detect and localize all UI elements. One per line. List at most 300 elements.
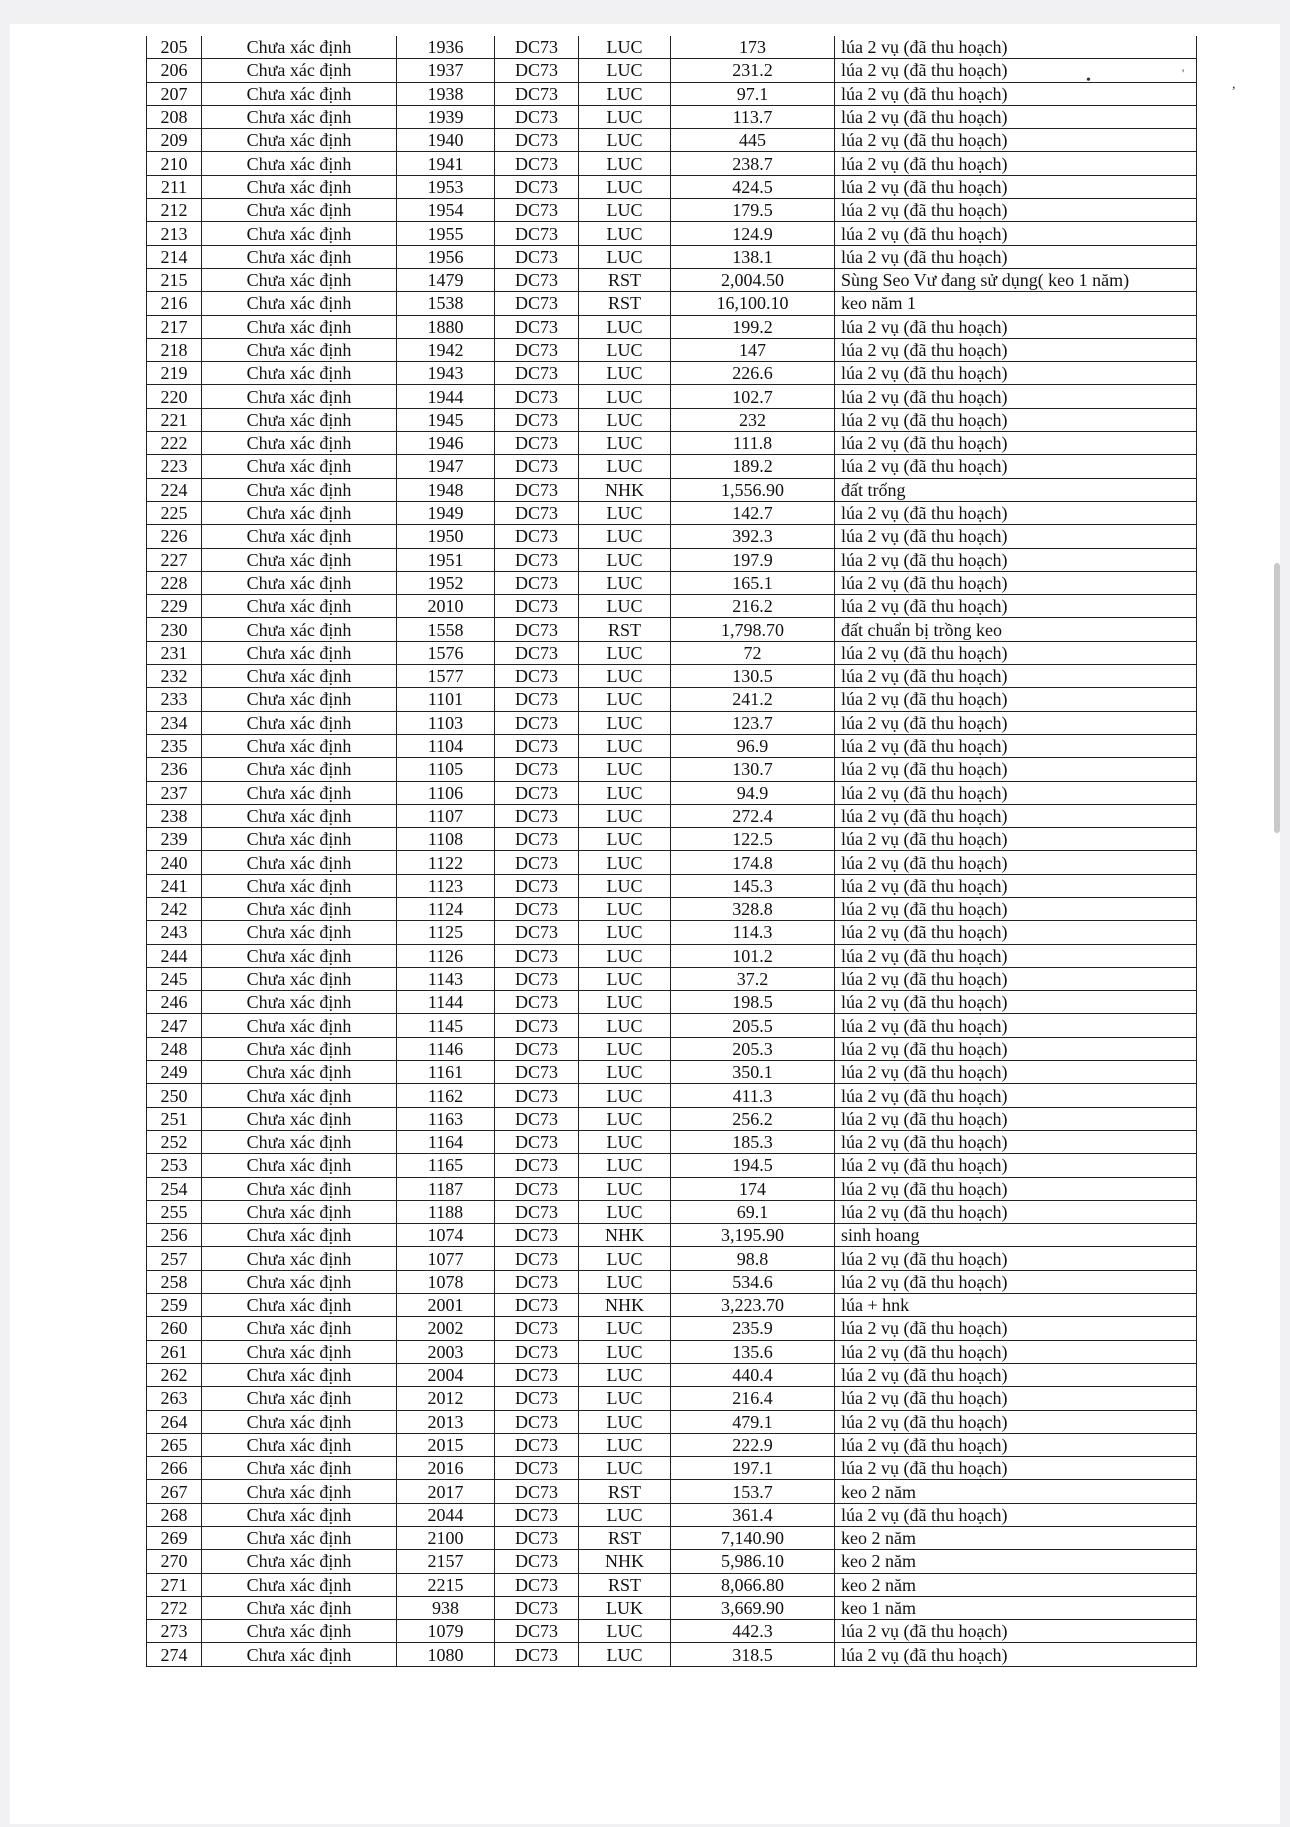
land-type-cell: LUC bbox=[579, 1620, 671, 1643]
map-sheet-cell: DC73 bbox=[495, 1340, 579, 1363]
row-number: 274 bbox=[147, 1643, 202, 1666]
area-cell: 94.9 bbox=[671, 781, 835, 804]
land-type-cell: LUC bbox=[579, 1107, 671, 1130]
owner-cell: Chưa xác định bbox=[202, 1620, 397, 1643]
stray-mark: , bbox=[1232, 77, 1236, 92]
area-cell: 189.2 bbox=[671, 455, 835, 478]
owner-cell: Chưa xác định bbox=[202, 967, 397, 990]
parcel-number-cell: 1936 bbox=[397, 36, 495, 59]
owner-cell: Chưa xác định bbox=[202, 1433, 397, 1456]
table-row bbox=[147, 1247, 1197, 1270]
owner-cell: Chưa xác định bbox=[202, 828, 397, 851]
table-row bbox=[147, 199, 1197, 222]
current-use-cell: đất trống bbox=[835, 478, 1197, 501]
table-row bbox=[147, 595, 1197, 618]
row-number: 252 bbox=[147, 1130, 202, 1153]
table-row bbox=[147, 897, 1197, 920]
land-type-cell: LUC bbox=[579, 711, 671, 734]
row-number: 223 bbox=[147, 455, 202, 478]
current-use-cell: lúa 2 vụ (đã thu hoạch) bbox=[835, 1247, 1197, 1270]
owner-cell: Chưa xác định bbox=[202, 245, 397, 268]
row-number: 209 bbox=[147, 129, 202, 152]
current-use-cell: lúa 2 vụ (đã thu hoạch) bbox=[835, 1387, 1197, 1410]
area-cell: 5,986.10 bbox=[671, 1550, 835, 1573]
land-type-cell: LUC bbox=[579, 548, 671, 571]
row-number: 208 bbox=[147, 105, 202, 128]
area-cell: 440.4 bbox=[671, 1363, 835, 1386]
parcel-number-cell: 1188 bbox=[397, 1200, 495, 1223]
row-number: 270 bbox=[147, 1550, 202, 1573]
row-number: 221 bbox=[147, 408, 202, 431]
current-use-cell: lúa 2 vụ (đã thu hoạch) bbox=[835, 1340, 1197, 1363]
row-number: 206 bbox=[147, 59, 202, 82]
table-row bbox=[147, 1130, 1197, 1153]
area-cell: 442.3 bbox=[671, 1620, 835, 1643]
area-cell: 8,066.80 bbox=[671, 1573, 835, 1596]
current-use-cell: lúa 2 vụ (đã thu hoạch) bbox=[835, 59, 1197, 82]
map-sheet-cell: DC73 bbox=[495, 828, 579, 851]
current-use-cell: lúa 2 vụ (đã thu hoạch) bbox=[835, 105, 1197, 128]
parcel-number-cell: 1103 bbox=[397, 711, 495, 734]
owner-cell: Chưa xác định bbox=[202, 338, 397, 361]
map-sheet-cell: DC73 bbox=[495, 1037, 579, 1060]
parcel-number-cell: 1942 bbox=[397, 338, 495, 361]
land-type-cell: RST bbox=[579, 292, 671, 315]
owner-cell: Chưa xác định bbox=[202, 1061, 397, 1084]
owner-cell: Chưa xác định bbox=[202, 1596, 397, 1619]
current-use-cell: lúa 2 vụ (đã thu hoạch) bbox=[835, 1154, 1197, 1177]
owner-cell: Chưa xác định bbox=[202, 129, 397, 152]
map-sheet-cell: DC73 bbox=[495, 1503, 579, 1526]
parcel-number-cell: 1077 bbox=[397, 1247, 495, 1270]
map-sheet-cell: DC73 bbox=[495, 362, 579, 385]
table-row bbox=[147, 758, 1197, 781]
parcel-number-cell: 1078 bbox=[397, 1270, 495, 1293]
row-number: 205 bbox=[147, 36, 202, 59]
owner-cell: Chưa xác định bbox=[202, 804, 397, 827]
current-use-cell: lúa 2 vụ (đã thu hoạch) bbox=[835, 571, 1197, 594]
table-row bbox=[147, 315, 1197, 338]
owner-cell: Chưa xác định bbox=[202, 525, 397, 548]
parcel-number-cell: 1880 bbox=[397, 315, 495, 338]
table-row bbox=[147, 362, 1197, 385]
owner-cell: Chưa xác định bbox=[202, 385, 397, 408]
current-use-cell: lúa 2 vụ (đã thu hoạch) bbox=[835, 432, 1197, 455]
parcel-number-cell: 1949 bbox=[397, 501, 495, 524]
table-row bbox=[147, 245, 1197, 268]
table-row bbox=[147, 292, 1197, 315]
land-type-cell: LUC bbox=[579, 1200, 671, 1223]
table-row bbox=[147, 781, 1197, 804]
row-number: 232 bbox=[147, 665, 202, 688]
table-row bbox=[147, 105, 1197, 128]
table-row bbox=[147, 478, 1197, 501]
area-cell: 205.3 bbox=[671, 1037, 835, 1060]
parcel-number-cell: 1165 bbox=[397, 1154, 495, 1177]
row-number: 222 bbox=[147, 432, 202, 455]
area-cell: 1,798.70 bbox=[671, 618, 835, 641]
current-use-cell: lúa 2 vụ (đã thu hoạch) bbox=[835, 991, 1197, 1014]
parcel-number-cell: 2100 bbox=[397, 1527, 495, 1550]
land-type-cell: LUC bbox=[579, 408, 671, 431]
area-cell: 479.1 bbox=[671, 1410, 835, 1433]
current-use-cell: Sùng Seo Vư đang sử dụng( keo 1 năm) bbox=[835, 268, 1197, 291]
table-row bbox=[147, 641, 1197, 664]
table-row bbox=[147, 1596, 1197, 1619]
land-type-cell: RST bbox=[579, 1480, 671, 1503]
table-row bbox=[147, 525, 1197, 548]
row-number: 226 bbox=[147, 525, 202, 548]
land-type-cell: LUC bbox=[579, 432, 671, 455]
land-type-cell: LUC bbox=[579, 1037, 671, 1060]
map-sheet-cell: DC73 bbox=[495, 268, 579, 291]
owner-cell: Chưa xác định bbox=[202, 921, 397, 944]
map-sheet-cell: DC73 bbox=[495, 1317, 579, 1340]
owner-cell: Chưa xác định bbox=[202, 641, 397, 664]
parcel-number-cell: 1080 bbox=[397, 1643, 495, 1666]
row-number: 227 bbox=[147, 548, 202, 571]
current-use-cell: lúa 2 vụ (đã thu hoạch) bbox=[835, 1457, 1197, 1480]
land-type-cell: LUC bbox=[579, 1503, 671, 1526]
parcel-number-cell: 1954 bbox=[397, 199, 495, 222]
owner-cell: Chưa xác định bbox=[202, 1317, 397, 1340]
table-row bbox=[147, 175, 1197, 198]
land-type-cell: LUC bbox=[579, 82, 671, 105]
land-type-cell: LUC bbox=[579, 967, 671, 990]
area-cell: 392.3 bbox=[671, 525, 835, 548]
owner-cell: Chưa xác định bbox=[202, 1363, 397, 1386]
current-use-cell: lúa 2 vụ (đã thu hoạch) bbox=[835, 967, 1197, 990]
table-row bbox=[147, 1480, 1197, 1503]
table-row bbox=[147, 1037, 1197, 1060]
owner-cell: Chưa xác định bbox=[202, 432, 397, 455]
area-cell: 2,004.50 bbox=[671, 268, 835, 291]
current-use-cell: lúa 2 vụ (đã thu hoạch) bbox=[835, 921, 1197, 944]
current-use-cell: lúa 2 vụ (đã thu hoạch) bbox=[835, 711, 1197, 734]
current-use-cell: keo 2 năm bbox=[835, 1550, 1197, 1573]
table-row bbox=[147, 1224, 1197, 1247]
owner-cell: Chưa xác định bbox=[202, 874, 397, 897]
owner-cell: Chưa xác định bbox=[202, 1410, 397, 1433]
current-use-cell: lúa 2 vụ (đã thu hoạch) bbox=[835, 595, 1197, 618]
area-cell: 194.5 bbox=[671, 1154, 835, 1177]
parcel-number-cell: 1143 bbox=[397, 967, 495, 990]
row-number: 246 bbox=[147, 991, 202, 1014]
table-row bbox=[147, 711, 1197, 734]
map-sheet-cell: DC73 bbox=[495, 618, 579, 641]
table-row bbox=[147, 1014, 1197, 1037]
table-row bbox=[147, 734, 1197, 757]
area-cell: 179.5 bbox=[671, 199, 835, 222]
land-type-cell: LUC bbox=[579, 362, 671, 385]
parcel-number-cell: 1538 bbox=[397, 292, 495, 315]
row-number: 236 bbox=[147, 758, 202, 781]
land-type-cell: LUC bbox=[579, 1154, 671, 1177]
area-cell: 173 bbox=[671, 36, 835, 59]
row-number: 224 bbox=[147, 478, 202, 501]
owner-cell: Chưa xác định bbox=[202, 59, 397, 82]
table-row bbox=[147, 1550, 1197, 1573]
land-type-cell: LUC bbox=[579, 991, 671, 1014]
table-row bbox=[147, 1573, 1197, 1596]
current-use-cell: lúa 2 vụ (đã thu hoạch) bbox=[835, 82, 1197, 105]
land-type-cell: LUC bbox=[579, 1130, 671, 1153]
area-cell: 113.7 bbox=[671, 105, 835, 128]
table-row bbox=[147, 874, 1197, 897]
row-number: 239 bbox=[147, 828, 202, 851]
area-cell: 16,100.10 bbox=[671, 292, 835, 315]
owner-cell: Chưa xác định bbox=[202, 152, 397, 175]
table-row bbox=[147, 1294, 1197, 1317]
area-cell: 328.8 bbox=[671, 897, 835, 920]
parcel-number-cell: 1107 bbox=[397, 804, 495, 827]
owner-cell: Chưa xác định bbox=[202, 222, 397, 245]
current-use-cell: lúa 2 vụ (đã thu hoạch) bbox=[835, 548, 1197, 571]
area-cell: 145.3 bbox=[671, 874, 835, 897]
area-cell: 198.5 bbox=[671, 991, 835, 1014]
owner-cell: Chưa xác định bbox=[202, 292, 397, 315]
current-use-cell: lúa 2 vụ (đã thu hoạch) bbox=[835, 897, 1197, 920]
current-use-cell: keo 2 năm bbox=[835, 1480, 1197, 1503]
owner-cell: Chưa xác định bbox=[202, 1550, 397, 1573]
current-use-cell: lúa 2 vụ (đã thu hoạch) bbox=[835, 175, 1197, 198]
land-type-cell: RST bbox=[579, 1527, 671, 1550]
current-use-cell: lúa 2 vụ (đã thu hoạch) bbox=[835, 129, 1197, 152]
parcel-number-cell: 1126 bbox=[397, 944, 495, 967]
area-cell: 256.2 bbox=[671, 1107, 835, 1130]
area-cell: 197.9 bbox=[671, 548, 835, 571]
row-number: 233 bbox=[147, 688, 202, 711]
row-number: 243 bbox=[147, 921, 202, 944]
parcel-number-cell: 1146 bbox=[397, 1037, 495, 1060]
land-type-cell: LUC bbox=[579, 1084, 671, 1107]
map-sheet-cell: DC73 bbox=[495, 59, 579, 82]
land-type-cell: LUK bbox=[579, 1596, 671, 1619]
land-type-cell: LUC bbox=[579, 641, 671, 664]
map-sheet-cell: DC73 bbox=[495, 105, 579, 128]
map-sheet-cell: DC73 bbox=[495, 1527, 579, 1550]
area-cell: 272.4 bbox=[671, 804, 835, 827]
owner-cell: Chưa xác định bbox=[202, 478, 397, 501]
row-number: 259 bbox=[147, 1294, 202, 1317]
map-sheet-cell: DC73 bbox=[495, 1363, 579, 1386]
map-sheet-cell: DC73 bbox=[495, 1154, 579, 1177]
map-sheet-cell: DC73 bbox=[495, 338, 579, 361]
map-sheet-cell: DC73 bbox=[495, 781, 579, 804]
table-row bbox=[147, 1527, 1197, 1550]
map-sheet-cell: DC73 bbox=[495, 1480, 579, 1503]
table-row bbox=[147, 921, 1197, 944]
owner-cell: Chưa xác định bbox=[202, 1294, 397, 1317]
map-sheet-cell: DC73 bbox=[495, 36, 579, 59]
row-number: 245 bbox=[147, 967, 202, 990]
parcel-number-cell: 2044 bbox=[397, 1503, 495, 1526]
land-type-cell: LUC bbox=[579, 36, 671, 59]
map-sheet-cell: DC73 bbox=[495, 245, 579, 268]
table-row bbox=[147, 1200, 1197, 1223]
row-number: 235 bbox=[147, 734, 202, 757]
row-number: 219 bbox=[147, 362, 202, 385]
table-row bbox=[147, 828, 1197, 851]
area-cell: 174 bbox=[671, 1177, 835, 1200]
owner-cell: Chưa xác định bbox=[202, 1247, 397, 1270]
parcel-number-cell: 1940 bbox=[397, 129, 495, 152]
current-use-cell: lúa 2 vụ (đã thu hoạch) bbox=[835, 1643, 1197, 1666]
table-row bbox=[147, 1154, 1197, 1177]
land-type-cell: NHK bbox=[579, 1294, 671, 1317]
owner-cell: Chưa xác định bbox=[202, 1107, 397, 1130]
parcel-number-cell: 1108 bbox=[397, 828, 495, 851]
land-type-cell: LUC bbox=[579, 944, 671, 967]
current-use-cell: lúa 2 vụ (đã thu hoạch) bbox=[835, 1317, 1197, 1340]
current-use-cell: lúa 2 vụ (đã thu hoạch) bbox=[835, 1363, 1197, 1386]
map-sheet-cell: DC73 bbox=[495, 1247, 579, 1270]
area-cell: 361.4 bbox=[671, 1503, 835, 1526]
owner-cell: Chưa xác định bbox=[202, 1130, 397, 1153]
table-body bbox=[147, 36, 1197, 1666]
map-sheet-cell: DC73 bbox=[495, 571, 579, 594]
parcel-number-cell: 1105 bbox=[397, 758, 495, 781]
row-number: 242 bbox=[147, 897, 202, 920]
owner-cell: Chưa xác định bbox=[202, 851, 397, 874]
map-sheet-cell: DC73 bbox=[495, 525, 579, 548]
current-use-cell: lúa 2 vụ (đã thu hoạch) bbox=[835, 1107, 1197, 1130]
row-number: 269 bbox=[147, 1527, 202, 1550]
parcel-number-cell: 1161 bbox=[397, 1061, 495, 1084]
land-type-cell: LUC bbox=[579, 501, 671, 524]
row-number: 267 bbox=[147, 1480, 202, 1503]
current-use-cell: lúa 2 vụ (đã thu hoạch) bbox=[835, 1620, 1197, 1643]
map-sheet-cell: DC73 bbox=[495, 921, 579, 944]
current-use-cell: lúa 2 vụ (đã thu hoạch) bbox=[835, 408, 1197, 431]
parcel-number-cell: 1948 bbox=[397, 478, 495, 501]
table-row bbox=[147, 804, 1197, 827]
owner-cell: Chưa xác định bbox=[202, 595, 397, 618]
current-use-cell: lúa 2 vụ (đã thu hoạch) bbox=[835, 1270, 1197, 1293]
map-sheet-cell: DC73 bbox=[495, 315, 579, 338]
row-number: 228 bbox=[147, 571, 202, 594]
table-row bbox=[147, 1270, 1197, 1293]
land-type-cell: LUC bbox=[579, 1433, 671, 1456]
owner-cell: Chưa xác định bbox=[202, 1527, 397, 1550]
map-sheet-cell: DC73 bbox=[495, 1224, 579, 1247]
table-row bbox=[147, 432, 1197, 455]
area-cell: 185.3 bbox=[671, 1130, 835, 1153]
current-use-cell: lúa 2 vụ (đã thu hoạch) bbox=[835, 199, 1197, 222]
land-type-cell: LUC bbox=[579, 734, 671, 757]
row-number: 238 bbox=[147, 804, 202, 827]
scrollbar-thumb[interactable] bbox=[1274, 563, 1280, 833]
map-sheet-cell: DC73 bbox=[495, 758, 579, 781]
area-cell: 238.7 bbox=[671, 152, 835, 175]
current-use-cell: lúa 2 vụ (đã thu hoạch) bbox=[835, 874, 1197, 897]
land-type-cell: LUC bbox=[579, 199, 671, 222]
table-row bbox=[147, 944, 1197, 967]
area-cell: 135.6 bbox=[671, 1340, 835, 1363]
map-sheet-cell: DC73 bbox=[495, 991, 579, 1014]
area-cell: 216.2 bbox=[671, 595, 835, 618]
land-type-cell: LUC bbox=[579, 1317, 671, 1340]
owner-cell: Chưa xác định bbox=[202, 1387, 397, 1410]
parcel-number-cell: 2010 bbox=[397, 595, 495, 618]
map-sheet-cell: DC73 bbox=[495, 385, 579, 408]
table-row bbox=[147, 1387, 1197, 1410]
row-number: 248 bbox=[147, 1037, 202, 1060]
current-use-cell: lúa 2 vụ (đã thu hoạch) bbox=[835, 362, 1197, 385]
area-cell: 3,223.70 bbox=[671, 1294, 835, 1317]
area-cell: 350.1 bbox=[671, 1061, 835, 1084]
map-sheet-cell: DC73 bbox=[495, 804, 579, 827]
map-sheet-cell: DC73 bbox=[495, 734, 579, 757]
map-sheet-cell: DC73 bbox=[495, 501, 579, 524]
area-cell: 122.5 bbox=[671, 828, 835, 851]
owner-cell: Chưa xác định bbox=[202, 199, 397, 222]
land-type-cell: LUC bbox=[579, 874, 671, 897]
owner-cell: Chưa xác định bbox=[202, 897, 397, 920]
area-cell: 153.7 bbox=[671, 1480, 835, 1503]
area-cell: 174.8 bbox=[671, 851, 835, 874]
owner-cell: Chưa xác định bbox=[202, 455, 397, 478]
owner-cell: Chưa xác định bbox=[202, 1200, 397, 1223]
table-row bbox=[147, 548, 1197, 571]
area-cell: 165.1 bbox=[671, 571, 835, 594]
parcel-number-cell: 1163 bbox=[397, 1107, 495, 1130]
area-cell: 534.6 bbox=[671, 1270, 835, 1293]
row-number: 264 bbox=[147, 1410, 202, 1433]
map-sheet-cell: DC73 bbox=[495, 641, 579, 664]
area-cell: 37.2 bbox=[671, 967, 835, 990]
land-type-cell: LUC bbox=[579, 1643, 671, 1666]
table-row bbox=[147, 1061, 1197, 1084]
area-cell: 241.2 bbox=[671, 688, 835, 711]
owner-cell: Chưa xác định bbox=[202, 1480, 397, 1503]
area-cell: 232 bbox=[671, 408, 835, 431]
land-type-cell: LUC bbox=[579, 152, 671, 175]
current-use-cell: sinh hoang bbox=[835, 1224, 1197, 1247]
current-use-cell: lúa 2 vụ (đã thu hoạch) bbox=[835, 734, 1197, 757]
current-use-cell: lúa 2 vụ (đã thu hoạch) bbox=[835, 1177, 1197, 1200]
current-use-cell: lúa 2 vụ (đã thu hoạch) bbox=[835, 851, 1197, 874]
row-number: 229 bbox=[147, 595, 202, 618]
parcel-number-cell: 1937 bbox=[397, 59, 495, 82]
table-row bbox=[147, 1410, 1197, 1433]
area-cell: 318.5 bbox=[671, 1643, 835, 1666]
area-cell: 205.5 bbox=[671, 1014, 835, 1037]
table-row bbox=[147, 851, 1197, 874]
current-use-cell: lúa + hnk bbox=[835, 1294, 1197, 1317]
land-type-cell: LUC bbox=[579, 1061, 671, 1084]
table-row bbox=[147, 338, 1197, 361]
land-type-cell: LUC bbox=[579, 455, 671, 478]
owner-cell: Chưa xác định bbox=[202, 618, 397, 641]
row-number: 215 bbox=[147, 268, 202, 291]
land-type-cell: LUC bbox=[579, 1363, 671, 1386]
land-type-cell: LUC bbox=[579, 222, 671, 245]
owner-cell: Chưa xác định bbox=[202, 711, 397, 734]
parcel-number-cell: 1104 bbox=[397, 734, 495, 757]
row-number: 244 bbox=[147, 944, 202, 967]
current-use-cell: lúa 2 vụ (đã thu hoạch) bbox=[835, 222, 1197, 245]
land-type-cell: LUC bbox=[579, 1247, 671, 1270]
map-sheet-cell: DC73 bbox=[495, 1294, 579, 1317]
area-cell: 69.1 bbox=[671, 1200, 835, 1223]
map-sheet-cell: DC73 bbox=[495, 688, 579, 711]
current-use-cell: đất chuẩn bị trồng keo bbox=[835, 618, 1197, 641]
row-number: 272 bbox=[147, 1596, 202, 1619]
parcel-number-cell: 1479 bbox=[397, 268, 495, 291]
owner-cell: Chưa xác định bbox=[202, 991, 397, 1014]
land-type-cell: LUC bbox=[579, 1270, 671, 1293]
